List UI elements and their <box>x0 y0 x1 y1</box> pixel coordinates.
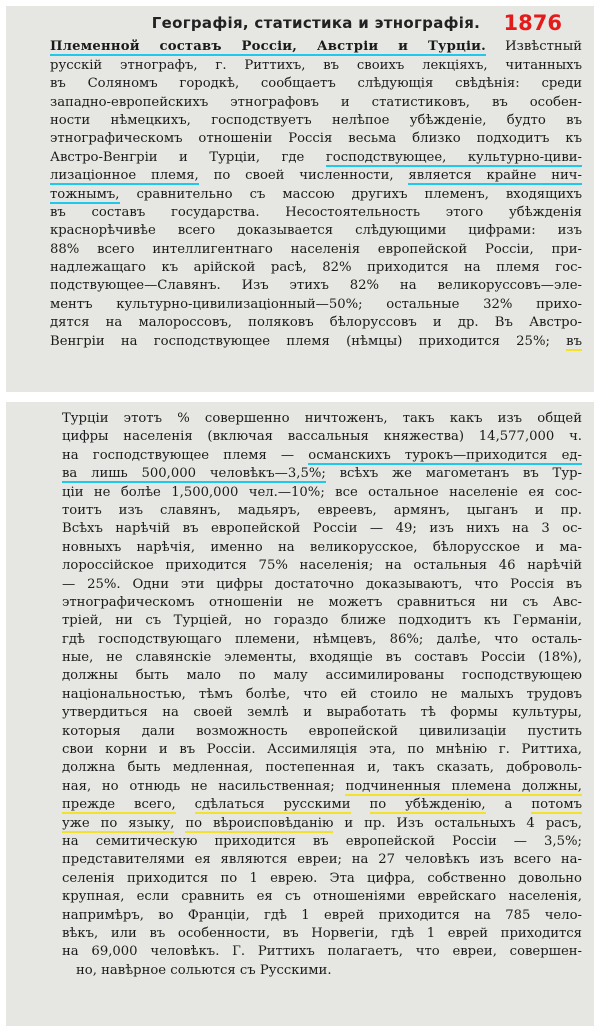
text-line: утвердиться на своей землѣ и выработать тѣ формы культуры, <box>62 705 582 721</box>
text-line: лороссійское приходится 75% населенія; на остальныя 46 нарѣчій <box>62 558 582 574</box>
text-line: на господствующее племя — османскихъ турокъ—приходится ед- <box>62 447 582 463</box>
text-line: цифры населенія (включая вассальныя княжества) 14,577,000 ч. <box>62 429 582 445</box>
text-line: въ Соляномъ городкѣ, сообщаетъ слѣдующія свѣдѣнія: среди <box>50 76 582 92</box>
text-line: но, навѣрное сольются съ Русскими. <box>76 962 332 978</box>
text-line: селенія приходится по 1 еврею. Эта цифра, собственно довольно <box>62 870 582 886</box>
highlight-yellow: потомъ <box>531 797 582 813</box>
text-line: напримѣръ, во Франціи, гдѣ 1 еврей приходится на 785 чело- <box>62 907 582 923</box>
highlight-blue: тожнымъ, <box>50 186 120 202</box>
text-line: тріей, ни съ Турціей, но гораздо ближе подходитъ къ Германіи, <box>62 613 582 629</box>
text-line: новныхъ нарѣчія, именно на великорусское, бѣлорусское и ма- <box>62 539 582 555</box>
text-line: Всѣхъ нарѣчій въ европейской Россіи — 49; изъ нихъ на 3 ос- <box>62 521 582 537</box>
text-line: подствующее—Славянъ. Изъ этихъ 82% на великоруссовъ—эле- <box>50 278 582 294</box>
text-line: свои корни и въ Россіи. Ассимиляція эта, по мнѣнію г. Риттиха, <box>62 742 582 758</box>
text-line: дятся на малороссовъ, поляковъ бѣлоруссовъ и др. Въ Австро- <box>50 315 582 331</box>
text-line: Австро-Венгріи и Турціи, где господствующее, культурно-циви- <box>50 149 582 165</box>
text-line: должны быть мало по малу ассимилированы господствующею <box>62 668 582 684</box>
text-line: западно-европейскихъ этнографовъ и статистиковъ, въ особен- <box>50 94 582 110</box>
highlight-blue: является крайне нич- <box>408 168 582 184</box>
text-line: 88% всего интеллигентнаго населенія европейской Россіи, при- <box>50 241 582 257</box>
text-line: которыя дали возможность европейской цивилизаціи пустить <box>62 723 582 739</box>
text-line: Венгріи на господствующее племя (нѣмцы) приходится 25%; въ <box>50 333 582 349</box>
text-line: тожнымъ, сравнительно съ массою другихъ племенъ, входящихъ <box>50 186 582 202</box>
text-line: тоитъ изъ славянъ, мадьяръ, евреевъ, армянъ, цыганъ и пр. <box>62 502 582 518</box>
text-line: въ составъ государства. Несостоятельность этого убѣжденія <box>50 204 582 220</box>
text-line: на 69,000 человѣкъ. Г. Риттихъ полагаетъ, что евреи, совершен- <box>62 944 582 960</box>
text-line: должна быть медленная, постепенная и, такъ сказать, доброволь- <box>62 760 582 776</box>
text-line: лизаціонное племя, по своей численности, является крайне нич- <box>50 168 582 184</box>
highlight-yellow: по убѣжденію, <box>369 797 486 813</box>
highlight-yellow: по вѣроисповѣданію <box>185 815 334 831</box>
text-line: ные, не славянскіе элементы, входящіе въ составъ Россіи (18%), <box>62 650 582 666</box>
text-line: представителями ея являются евреи; на 27 человѣкъ изъ всего на- <box>62 852 582 868</box>
text-line: крупная, если сравнить ея съ отношеніями еврейскаго населенія, <box>62 889 582 905</box>
text-line: краснорѣчивѣе всего доказывается слѣдующими цифрами: изъ <box>50 223 582 239</box>
highlight-blue: господствующее, культурно-циви- <box>325 149 582 165</box>
text-line: на семитическую приходится въ европейской Россіи — 3,5%; <box>62 833 582 849</box>
highlight-yellow: уже по языку, <box>62 815 175 831</box>
text-line: ности нѣмецкихъ, господствуетъ нелѣпое убѣжденіе, будто въ <box>50 112 582 128</box>
year-label: 1876 <box>503 11 562 35</box>
article-clipping-bottom <box>6 402 594 1026</box>
text-line: русскій этнографъ, г. Риттихъ, въ своихъ лекціяхъ, читанныхъ <box>50 57 582 73</box>
text-line: ментъ культурно-цивилизаціонный—50%; остальные 32% прихо- <box>50 296 582 312</box>
text-line: Племенной составъ Россіи, Австріи и Турціи. Извѣстный <box>50 39 582 55</box>
text-line: прежде всего, сдѣлаться русскими по убѣжденію, а потомъ <box>62 797 582 813</box>
text-line: этнографическомъ отношеніи Россія весьма близко подходитъ къ <box>50 131 582 147</box>
text-line: надлежащаго къ арійской расѣ, 82% приходится на племя гос- <box>50 260 582 276</box>
text-line: Турціи этотъ % совершенно ничтоженъ, такъ какъ изъ общей <box>62 411 582 426</box>
text-line: національностью, тѣмъ болѣе, что ей стоило не малыхъ трудовъ <box>62 686 582 702</box>
article-title: Племенной составъ Россіи, Австріи и Турціи. <box>50 39 486 55</box>
text-line: вѣкъ, или въ особенности, въ Норвегіи, гдѣ 1 еврей приходится <box>62 925 582 941</box>
highlight-blue: османскихъ турокъ—приходится ед- <box>308 447 582 463</box>
highlight-yellow: подчиненныя племена должны, <box>345 778 582 794</box>
highlight-yellow: сдѣлаться русскими <box>194 797 351 813</box>
text-line: ціи не болѣе 1,500,000 чел.—10%; все остальное населеніе ея сос- <box>62 484 582 500</box>
text-line: — 25%. Одни эти цифры достаточно доказываютъ, что Россія въ <box>62 576 582 592</box>
article-clipping-top <box>6 6 594 392</box>
text-line: ная, но отнюдь не насильственная; подчиненныя племена должны, <box>62 778 582 794</box>
section-heading: Географія, статистика и этнографія. <box>151 14 481 32</box>
text-line: ва лишь 500,000 человѣкъ—3,5%; всѣхъ же магометанъ въ Тур- <box>62 466 582 482</box>
highlight-yellow: прежде всего, <box>62 797 176 813</box>
highlight-blue: ва лишь 500,000 человѣкъ—3,5%; <box>62 466 326 482</box>
text-line: уже по языку, по вѣроисповѣданію и пр. Изъ остальныхъ 4 расъ, <box>62 815 582 831</box>
text-line: этнографическомъ отношеніи не можетъ сравниться ни съ Авс- <box>62 594 582 610</box>
text-line: гдѣ господствующаго племени, нѣмцевъ, 86%; далѣе, что осталь- <box>62 631 582 647</box>
highlight-yellow: въ <box>566 333 582 349</box>
highlight-blue: лизаціонное племя, <box>50 168 199 184</box>
